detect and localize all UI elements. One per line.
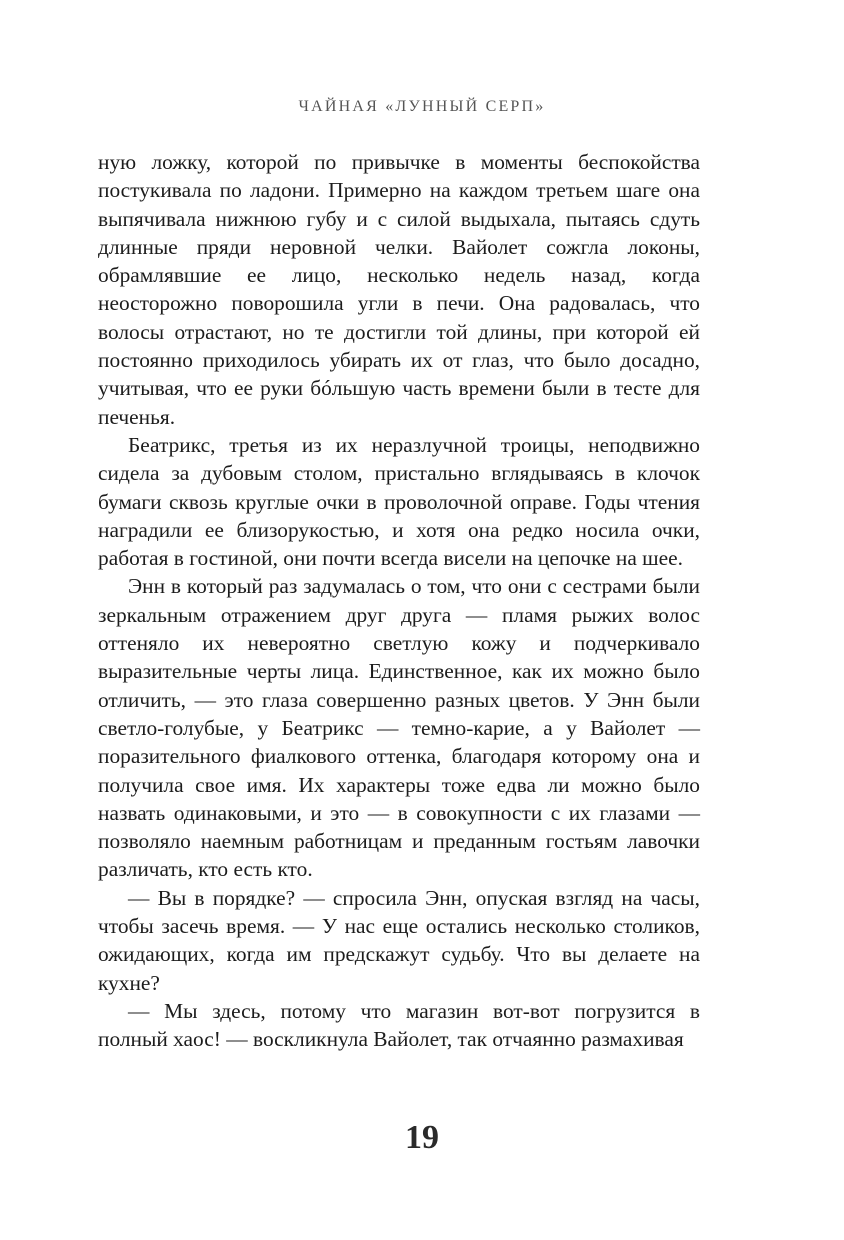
paragraph: Беатрикс, третья из их неразлучной троицы, неподвижно сидела за дубовым столом, пристально вглядываясь в клочок бумаги сквозь круглые очки в проволочной оправе. Годы чтения наградили ее близорукостью, и хотя она редко носила очки, работая в гостиной, они почти всегда висели на цепочке на шее.	[98, 432, 700, 571]
body-text	[98, 148, 700, 1054]
paragraph-dialogue: — Вы в порядке? — спросила Энн, опуская взгляд на часы, чтобы засечь время. — У нас еще остались несколько столиков, ожидающих, когда им предскажут судьбу. Что вы делаете на кухне?	[98, 885, 700, 995]
paragraph-dialogue: — Мы здесь, потому что магазин вот-вот погрузится в полный хаос! — воскликнула Вайолет, так отчаянно размахивая	[98, 998, 700, 1052]
page-number: 19	[405, 1119, 439, 1156]
running-header: ЧАЙНАЯ «ЛУННЫЙ СЕРП»	[298, 98, 546, 115]
paragraph-continuation: ную ложку, которой по привычке в моменты беспокойства постукивала по ладони. Примерно на каждом третьем шаге она выпячивала нижнюю губу и с силой выдыхала, пытаясь сдуть длинные пряди неровной челки. Вайолет сожгла локоны, обрамлявшие ее лицо, несколько недель назад, когда неосторожно поворошила угли в печи. Она радовалась, что волосы отрастают, но те достигли той длины, при которой ей постоянно приходилось убирать их от глаз, что было досадно, учитывая, что ее руки бóльшую часть времени были в тесте для печенья.	[98, 150, 700, 429]
paragraph: Энн в который раз задумалась о том, что они с сестрами были зеркальным отражением друг друга — пламя рыжих волос оттеняло их невероятно светлую кожу и подчеркивало выразительные черты лица. Единственное, как их можно было отличить, — это глаза совершенно разных цветов. У Энн были светло-голубые, у Беатрикс — темно-карие, а у Вайолет — поразительного фиалкового оттенка, благодаря которому она и получила свое имя. Их характеры тоже едва ли можно было назвать одинаковыми, и это — в совокупности с их глазами — позволяло наемным работницам и преданным гостьям лавочки различать, кто есть кто.	[98, 574, 700, 882]
